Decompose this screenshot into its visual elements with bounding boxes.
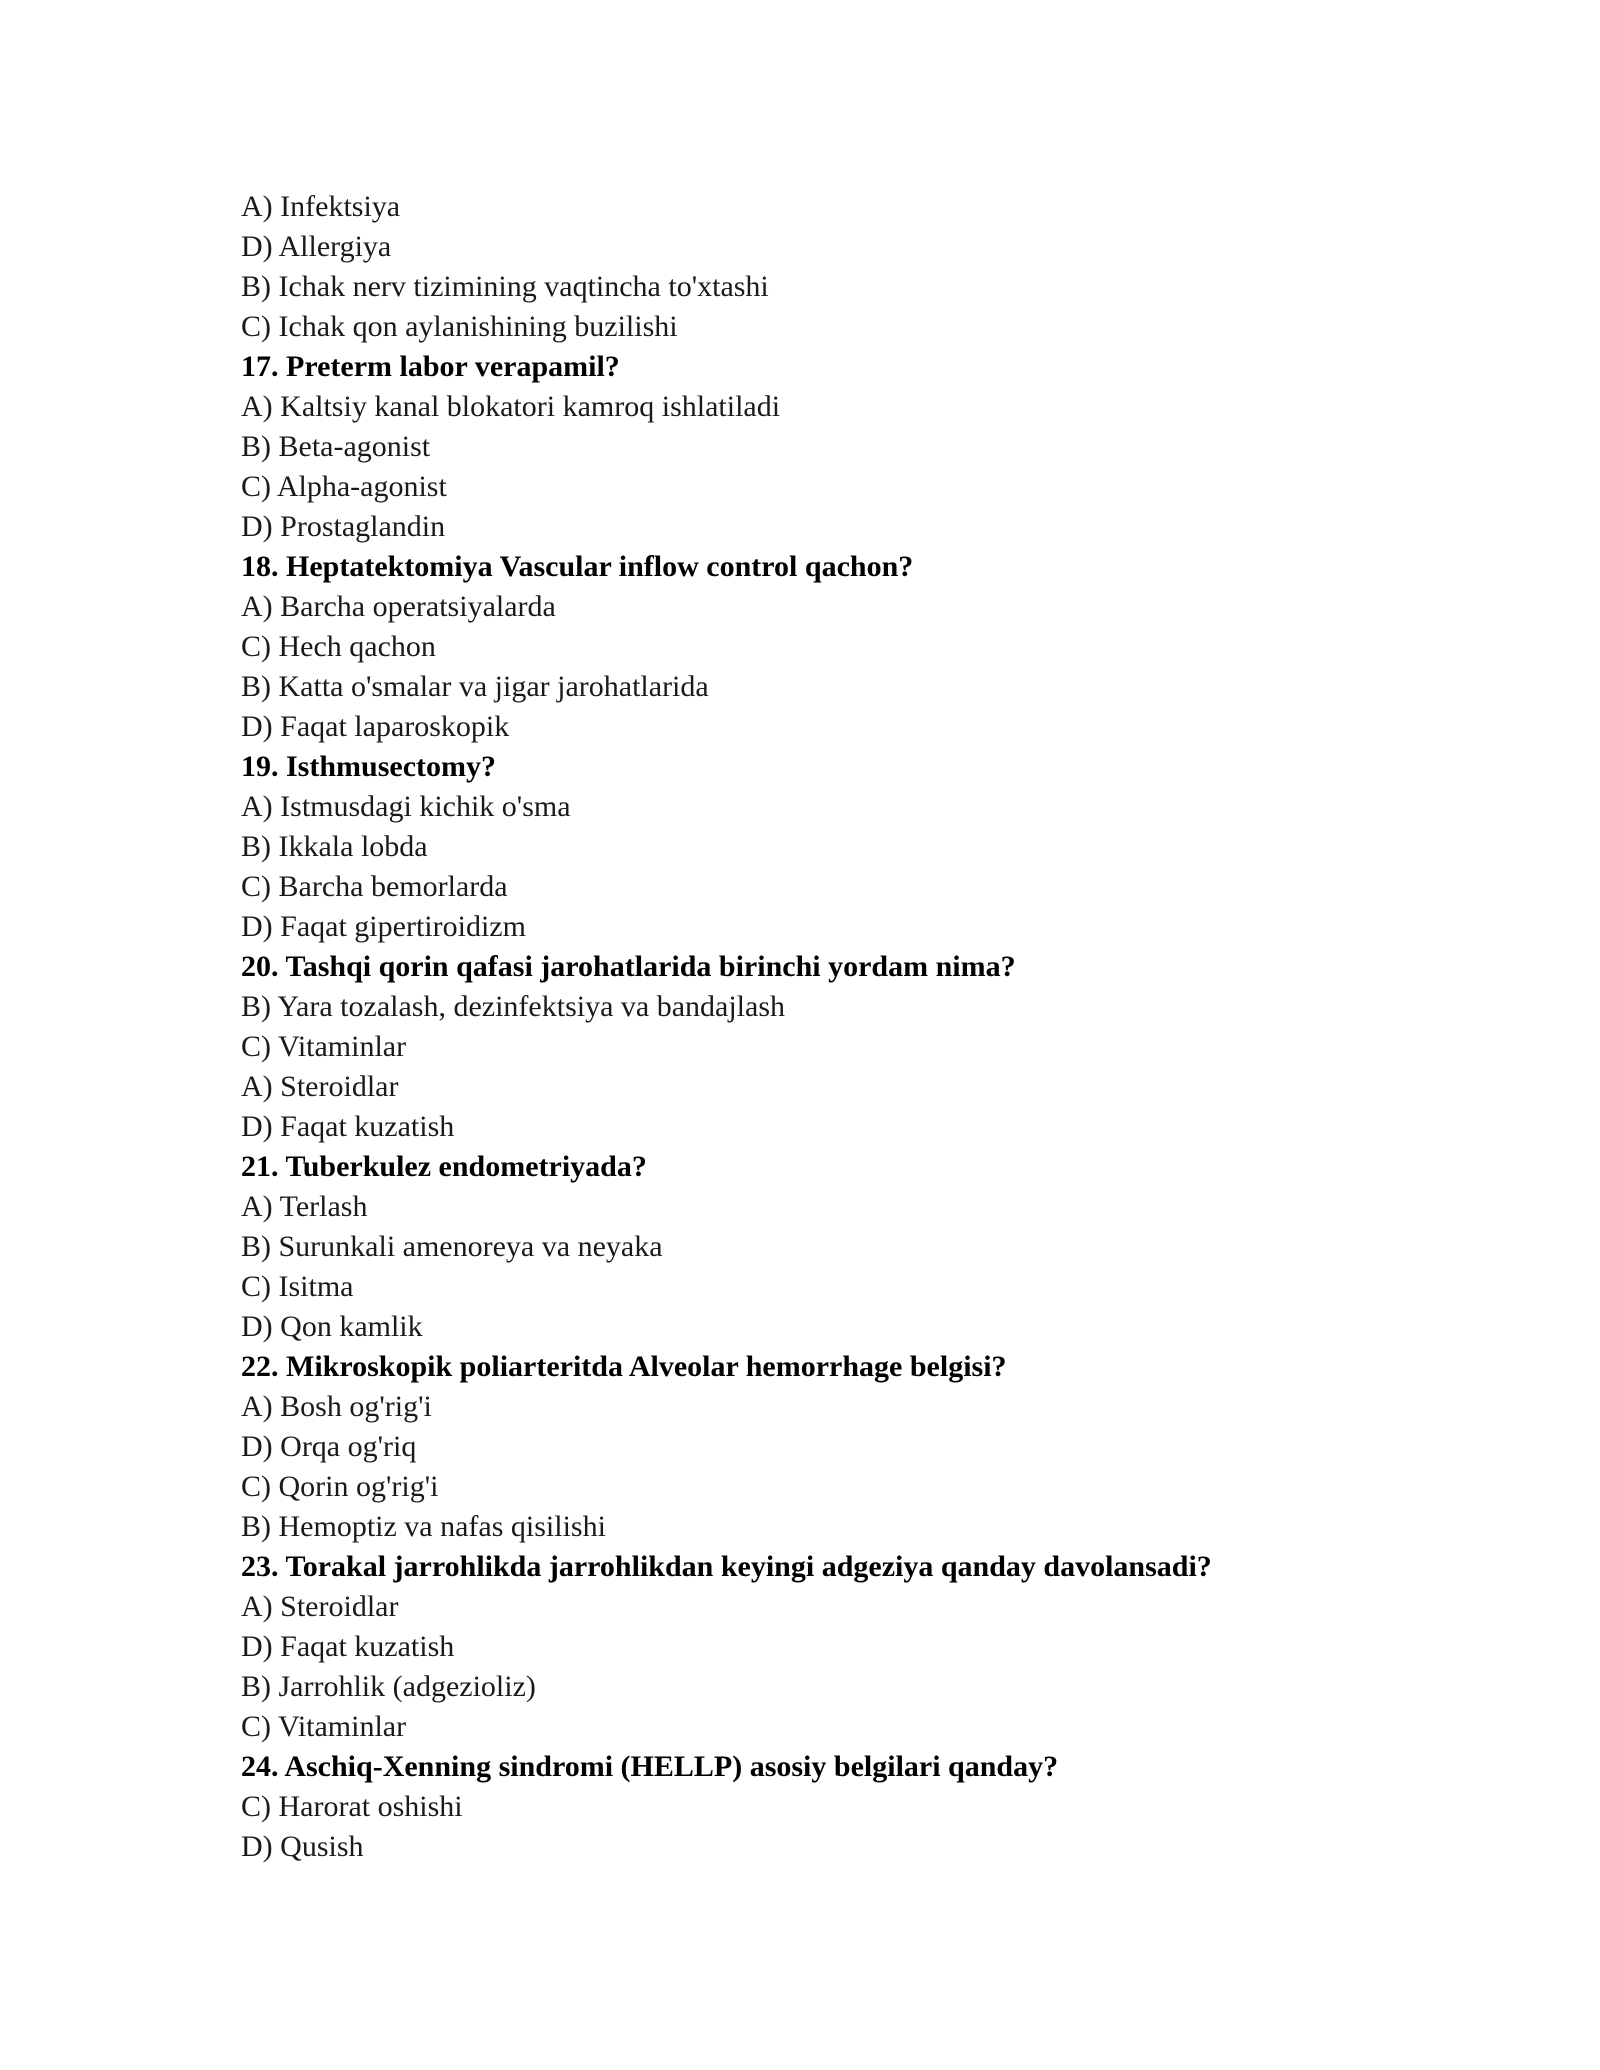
option-line: B) Katta o'smalar va jigar jarohatlarida (241, 670, 709, 703)
option-line: A) Infektsiya (241, 190, 401, 223)
option-line: C) Alpha-agonist (241, 470, 447, 503)
option-line: D) Allergiya (241, 230, 392, 263)
option-line: A) Bosh og'rig'i (241, 1390, 432, 1423)
option-line: C) Isitma (241, 1270, 354, 1303)
option-line: B) Yara tozalash, dezinfektsiya va bandajlash (241, 990, 785, 1023)
option-line: A) Steroidlar (241, 1070, 399, 1103)
option-line: D) Faqat kuzatish (241, 1630, 455, 1663)
option-line: B) Hemoptiz va nafas qisilishi (241, 1510, 606, 1543)
option-line: B) Beta-agonist (241, 430, 431, 463)
option-line: A) Istmusdagi kichik o'sma (241, 790, 571, 823)
option-line: B) Jarrohlik (adgezioliz) (241, 1670, 536, 1703)
question-heading: 18. Heptatektomiya Vascular inflow control qachon? (241, 550, 914, 583)
option-line: B) Ichak nerv tizimining vaqtincha to'xtashi (241, 270, 769, 303)
question-heading: 20. Tashqi qorin qafasi jarohatlarida birinchi yordam nima? (241, 950, 1016, 983)
question-heading: 23. Torakal jarrohlikda jarrohlikdan keyingi adgeziya qanday davolansadi? (241, 1550, 1212, 1583)
option-line: A) Steroidlar (241, 1590, 399, 1623)
question-heading: 19. Isthmusectomy? (241, 750, 496, 783)
option-line: D) Faqat kuzatish (241, 1110, 455, 1143)
option-line: C) Qorin og'rig'i (241, 1470, 439, 1503)
option-line: A) Terlash (241, 1190, 368, 1223)
option-line: D) Faqat gipertiroidizm (241, 910, 526, 943)
option-line: C) Vitaminlar (241, 1710, 407, 1743)
option-line: C) Harorat oshishi (241, 1790, 463, 1823)
question-heading: 24. Aschiq-Xenning sindromi (HELLP) asosiy belgilari qanday? (241, 1750, 1059, 1783)
option-line: C) Ichak qon aylanishining buzilishi (241, 310, 678, 343)
question-heading: 21. Tuberkulez endometriyada? (241, 1150, 647, 1183)
quiz-content (241, 187, 1441, 1867)
question-heading: 22. Mikroskopik poliarteritda Alveolar hemorrhage belgisi? (241, 1350, 1007, 1383)
option-line: D) Prostaglandin (241, 510, 446, 543)
option-line: D) Orqa og'riq (241, 1430, 417, 1463)
option-line: D) Qon kamlik (241, 1310, 423, 1343)
option-line: A) Barcha operatsiyalarda (241, 590, 556, 623)
option-line: C) Barcha bemorlarda (241, 870, 508, 903)
question-heading: 17. Preterm labor verapamil? (241, 350, 620, 383)
option-line: B) Ikkala lobda (241, 830, 428, 863)
option-line: A) Kaltsiy kanal blokatori kamroq ishlatiladi (241, 390, 781, 423)
option-line: D) Qusish (241, 1830, 364, 1863)
option-line: D) Faqat laparoskopik (241, 710, 510, 743)
option-line: C) Hech qachon (241, 630, 436, 663)
option-line: B) Surunkali amenoreya va neyaka (241, 1230, 663, 1263)
option-line: C) Vitaminlar (241, 1030, 407, 1063)
